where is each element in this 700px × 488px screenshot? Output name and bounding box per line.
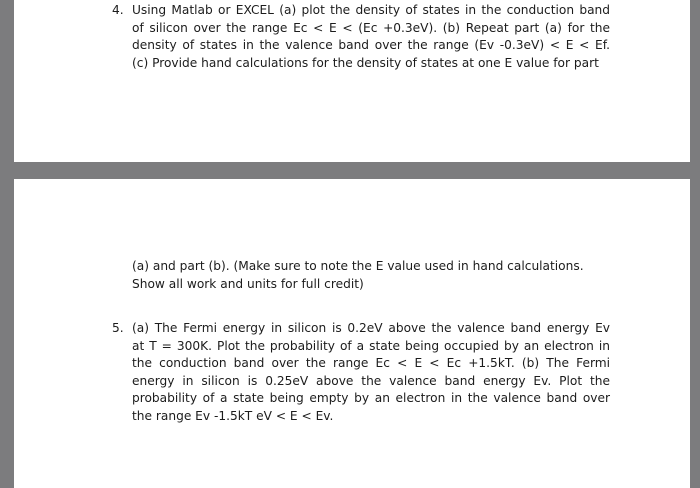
question-5-line: probability of a state being empty by an electron in the valence band over xyxy=(132,391,610,406)
question-5-line: (a) The Fermi energy in silicon is 0.2eV above the valence band energy Ev xyxy=(132,321,610,335)
question-4-number: 4. xyxy=(112,3,124,17)
question-5-text xyxy=(132,320,610,426)
question-4-continuation xyxy=(132,258,622,293)
question-4-line: Using Matlab or EXCEL (a) plot the density of states in the conduction band xyxy=(132,3,610,17)
question-5-number: 5. xyxy=(112,321,124,335)
question-5-line: energy in silicon is 0.25eV above the valence band energy Ev. Plot the xyxy=(132,373,610,388)
document-page-bottom xyxy=(14,179,690,488)
question-5-line: the conduction band over the range Ec < E < Ec +1.5kT. (b) The Fermi xyxy=(132,356,610,371)
document-page-top xyxy=(14,0,690,162)
question-4-continuation-line: (a) and part (b). (Make sure to note the E value used in hand calculations. xyxy=(132,259,584,273)
question-5-line: at T = 300K. Plot the probability of a state being occupied by an electron in xyxy=(132,338,610,353)
question-5-line: the range Ev -1.5kT eV < E < Ev. xyxy=(132,408,334,423)
question-4-line: density of states in the valence band over the range (Ev -0.3eV) < E < Ef. xyxy=(132,38,610,53)
question-4-text xyxy=(132,2,610,72)
question-4-continuation-line: Show all work and units for full credit) xyxy=(132,276,364,291)
question-4-line: (c) Provide hand calculations for the density of states at one E value for part xyxy=(132,55,599,70)
question-4-line: of silicon over the range Ec < E < (Ec +0.3eV). (b) Repeat part (a) for the xyxy=(132,20,610,35)
